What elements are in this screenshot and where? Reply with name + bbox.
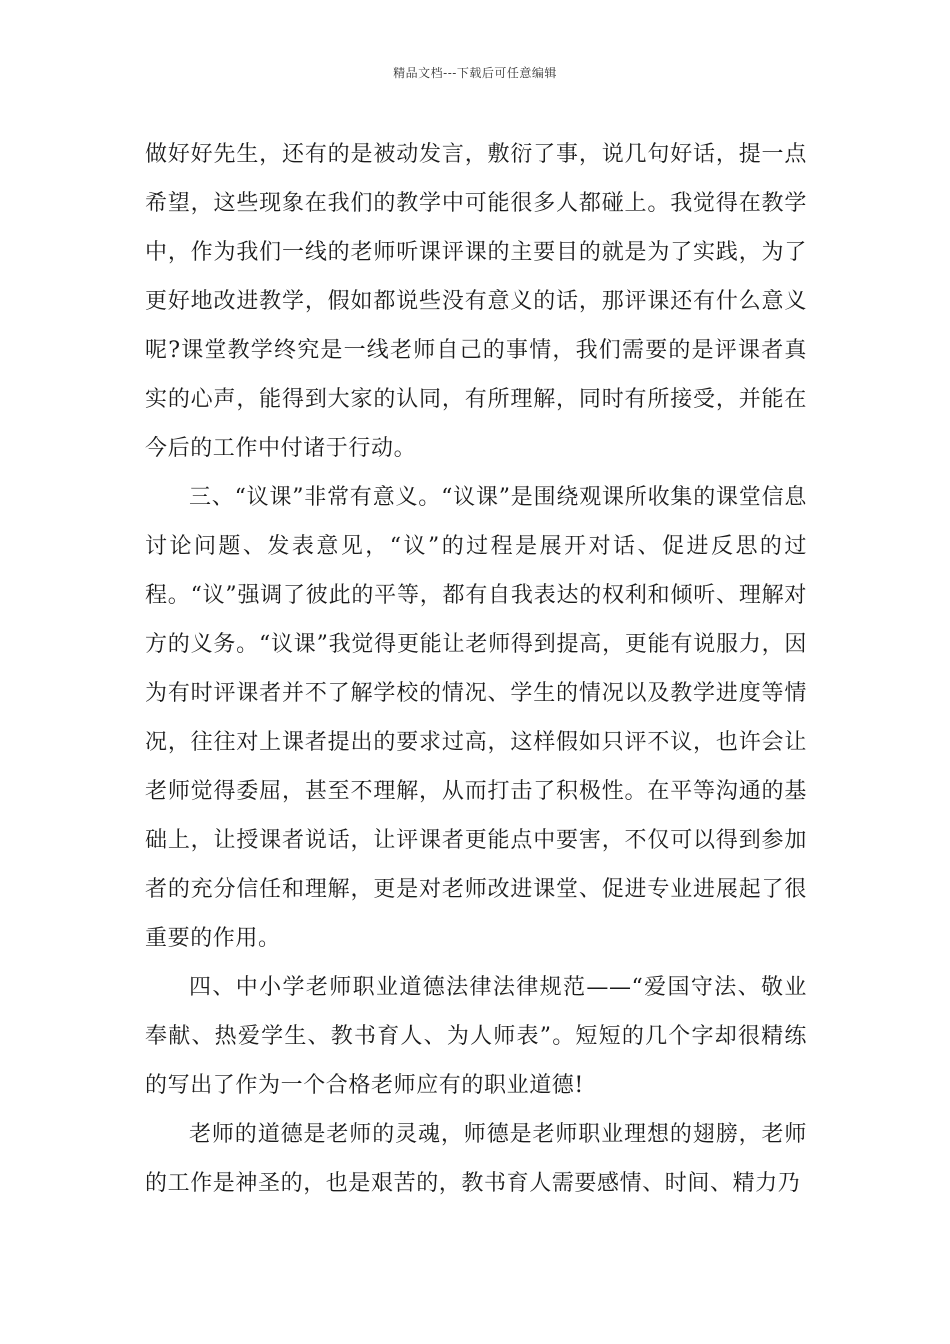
paragraph-section-four: 四、中小学老师职业道德法律法律规范——“爱国守法、敬业奉献、热爱学生、教书育人、为人师表”。短短的几个字却很精练的写出了作为一个合格老师应有的职业道德! xyxy=(145,975,807,1098)
paragraph-teacher-ethics: 老师的道德是老师的灵魂，师德是老师职业理想的翅膀，老师的工作是神圣的，也是艰苦的，教书育人需要感情、时间、精力乃 xyxy=(145,1122,807,1196)
paragraph-continuation: 做好好先生，还有的是被动发言，敷衍了事，说几句好话，提一点希望，这些现象在我们的教学中可能很多人都碰上。我觉得在教学中，作为我们一线的老师听课评课的主要目的就是为了实践，为了更好地改进教学，假如都说些没有意义的话，那评课还有什么意义呢?课堂教学终究是一线老师自己的事情，我们需要的是评课者真实的心声，能得到大家的认同，有所理解，同时有所接受，并能在今后的工作中付诸于行动。 xyxy=(145,142,807,461)
document-body xyxy=(145,130,807,1208)
page-header: 精品文档---下载后可任意编辑 xyxy=(393,66,557,80)
paragraph-section-three: 三、“议课”非常有意义。“议课”是围绕观课所收集的课堂信息讨论问题、发表意见，“议”的过程是展开对话、促进反思的过程。“议”强调了彼此的平等，都有自我表达的权利和倾听、理解对方的义务。“议课”我觉得更能让老师得到提高，更能有说服力，因为有时评课者并不了解学校的情况、学生的情况以及教学进度等情况，往往对上课者提出的要求过高，这样假如只评不议，也许会让老师觉得委屈，甚至不理解，从而打击了积极性。在平等沟通的基础上，让授课者说话，让评课者更能点中要害，不仅可以得到参加者的充分信任和理解，更是对老师改进课堂、促进专业进展起了很重要的作用。 xyxy=(145,485,807,951)
